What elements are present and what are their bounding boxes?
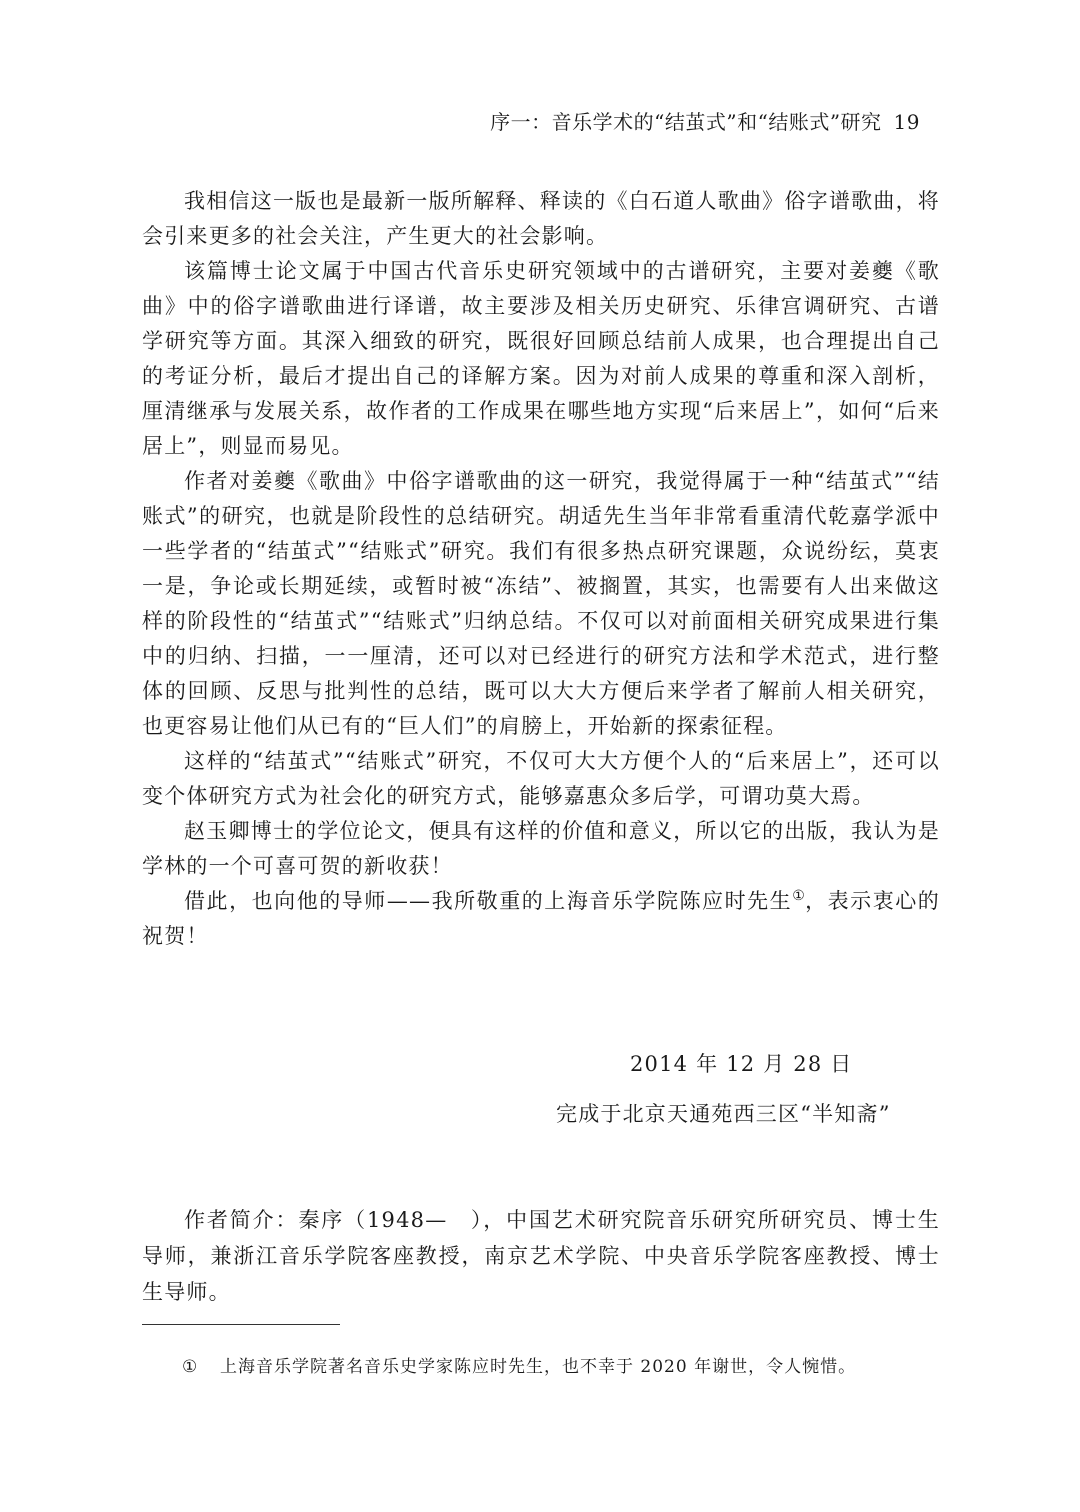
paragraph-continued (142, 184, 940, 254)
paragraph-dedication (142, 884, 940, 954)
footnote (182, 1354, 942, 1380)
footnote-mark: ① (182, 1357, 199, 1377)
signoff-place: 完成于北京天通苑西三区“半知斋” (556, 1102, 891, 1126)
body-text (142, 184, 940, 954)
footnote-divider (142, 1324, 340, 1325)
running-head-title: 序一：音乐学术的“结茧式”和“结账式”研究 (490, 110, 882, 134)
page-number: 19 (893, 110, 920, 134)
dedication-text-before: 借此，也向他的导师——我所敬重的上海音乐学院陈应时先生 (184, 889, 793, 913)
footnote-text: 上海音乐学院著名音乐史学家陈应时先生，也不幸于 2020 年谢世，令人惋惜。 (220, 1357, 857, 1377)
continued-line-2: 引来更多的社会关注，产生更大的社会影响。 (164, 224, 609, 248)
paragraph: 这样的“结茧式”“结账式”研究，不仅可大大方便个人的“后来居上”，还可以变个体研究方式为社会化的研究方式，能够嘉惠众多后学，可谓功莫大焉。 (142, 749, 940, 808)
paragraph: 作者对姜夔《歌曲》中俗字谱歌曲的这一研究，我觉得属于一种“结茧式”“结账式”的研究，也就是阶段性的总结研究。胡适先生当年非常看重清代乾嘉学派中一些学者的“结茧式”“结账式”研究。我们有很多热点研究课题，众说纷纭，莫衷一是，争论或长期延续，或暂时被“冻结”、被搁置，其实，也需要有人出来做这样的阶段性的“结茧式”“结账式”归纳总结。不仅可以对前面相关研究成果进行集中的归纳、扫描，一一厘清，还可以对已经进行的研究方法和学术范式，进行整体的回顾、反思与批判性的总结，既可以大大方便后来学者了解前人相关研究，也更容易让他们从已有的“巨人们”的肩膀上，开始新的探索征程。 (142, 469, 940, 738)
paragraph: 该篇博士论文属于中国古代音乐史研究领域中的古谱研究，主要对姜夔《歌曲》中的俗字谱歌曲进行译谱，故主要涉及相关历史研究、乐律宫调研究、古谱学研究等方面。其深入细致的研究，既很好回顾总结前人成果，也合理提出自己的考证分析，最后才提出自己的译解方案。因为对前人成果的尊重和深入剖析，厘清继承与发展关系，故作者的工作成果在哪些地方实现“后来居上”，如何“后来居上”，则显而易见。 (142, 259, 940, 458)
running-head (490, 108, 920, 136)
author-bio-text: 作者简介：秦序（1948— ），中国艺术研究院音乐研究所研究员、博士生导师，兼浙江音乐学院客座教授，南京艺术学院、中央音乐学院客座教授、博士生导师。 (142, 1208, 940, 1304)
dedication-text-after: ，表示衷心的祝贺！ (142, 889, 940, 948)
paragraph: 赵玉卿博士的学位论文，便具有这样的价值和意义，所以它的出版，我认为是学林的一个可喜可贺的新收获！ (142, 819, 940, 878)
signoff-date: 2014 年 12 月 28 日 (630, 1052, 853, 1076)
footnote-reference[interactable]: ① (792, 888, 806, 904)
author-bio (142, 1202, 940, 1310)
continued-line-1: 我相信这一版也是最新一版所解释、释读的《白石道人歌曲》俗字谱歌曲，将会 (142, 189, 940, 248)
